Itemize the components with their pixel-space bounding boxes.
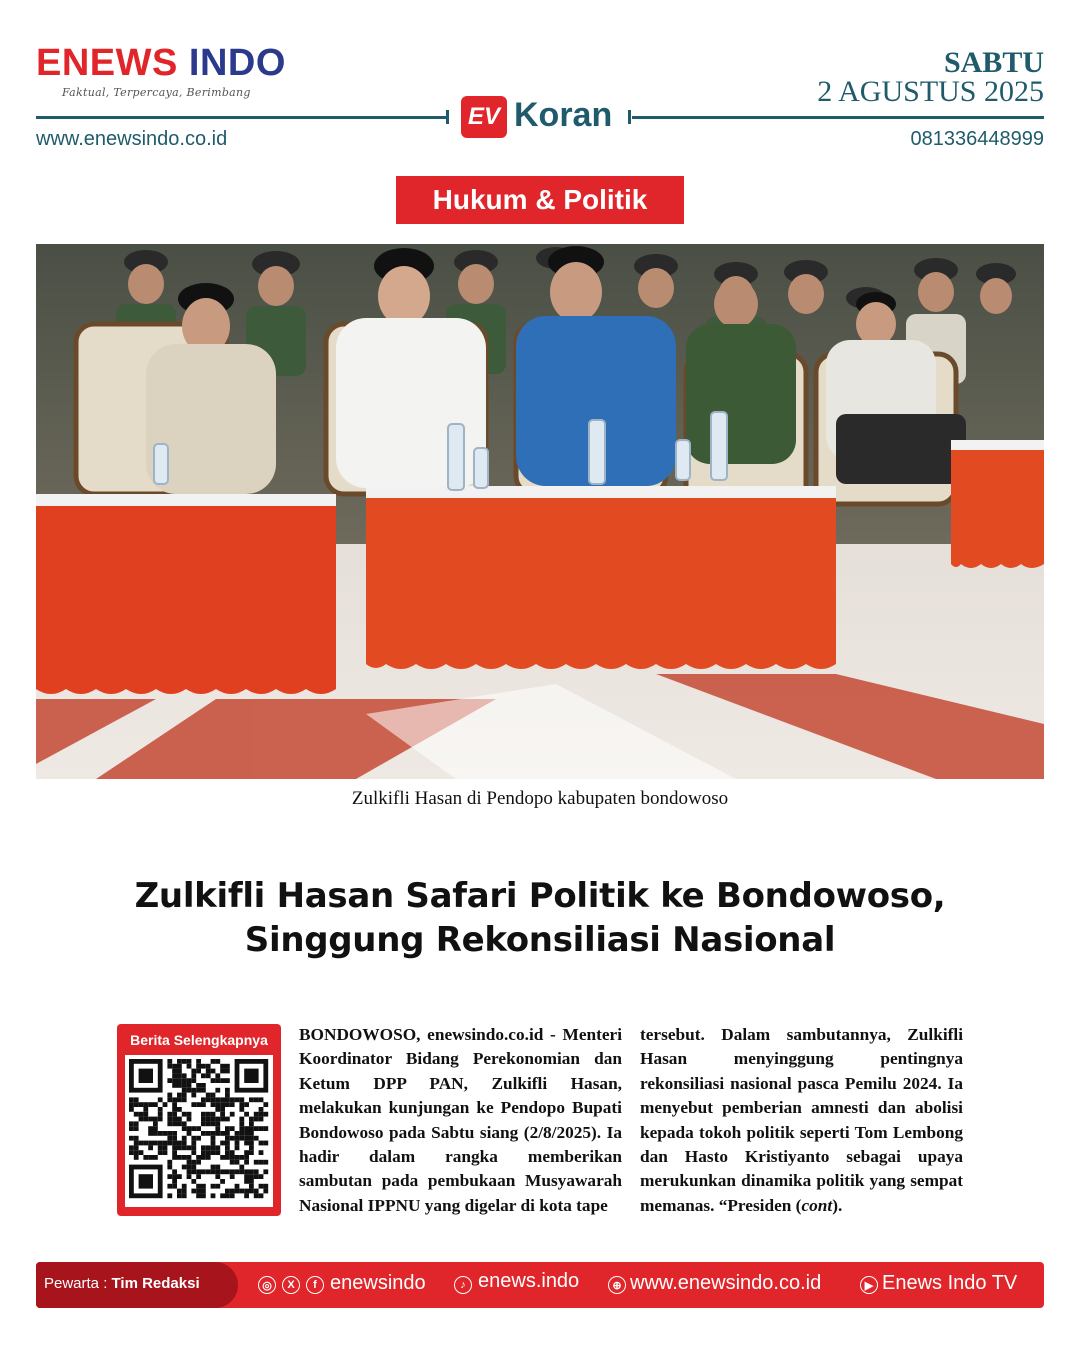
article-column-2-end: ). <box>832 1195 843 1215</box>
footer-reporter <box>44 1275 200 1292</box>
youtube-icon[interactable]: ▶ <box>860 1276 878 1294</box>
brand-name-part1: ENEWS <box>36 42 178 84</box>
footer-tiktok-handle[interactable]: enews.indo <box>478 1270 580 1292</box>
ev-logo-icon: EV <box>461 96 507 138</box>
tiktok-icon[interactable]: ♪ <box>454 1276 472 1294</box>
header-phone: 081336448999 <box>910 128 1044 150</box>
article-photo <box>36 244 1044 779</box>
footer-website-link[interactable]: www.enewsindo.co.id <box>630 1272 822 1294</box>
facebook-icon[interactable]: f <box>306 1276 324 1294</box>
edition-day: SABTU <box>943 46 1044 79</box>
header-divider-tick-right <box>628 110 631 124</box>
reporter-name: Tim Redaksi <box>111 1275 200 1292</box>
qr-title: Berita Selengkapnya <box>130 1032 268 1048</box>
footer-social-handle[interactable]: enewsindo <box>330 1272 426 1294</box>
article-column-2 <box>640 1023 963 1218</box>
article-headline <box>60 874 1020 962</box>
article-column-2-text: tersebut. Dalam sambutannya, Zulkifli Hasan menyinggung pentingnya rekonsiliasi nasional pasca Pemilu 2024. Ia menyebut pemberian amnesti dan abolisi kepada tokoh politik seperti Tom Lembong dan Hasto Kristiyanto sebagai upaya merukunkan dinamika politik yang sempat memanas. “Presiden ( <box>640 1025 963 1215</box>
brand-name-part2: INDO <box>188 42 286 84</box>
header-website-link[interactable]: www.enewsindo.co.id <box>36 128 228 150</box>
header-divider-right <box>632 116 1044 119</box>
globe-icon[interactable]: ⊕ <box>608 1276 626 1294</box>
instagram-icon[interactable]: ◎ <box>258 1276 276 1294</box>
brand-logo <box>36 44 286 82</box>
article-continued-marker: cont <box>801 1195 833 1215</box>
qr-code-icon[interactable] <box>125 1055 273 1207</box>
category-badge: Hukum & Politik <box>396 176 684 224</box>
edition-date: 2 AGUSTUS 2025 <box>817 75 1044 108</box>
headline-line-1: Zulkifli Hasan Safari Politik ke Bondowoso, <box>134 876 946 916</box>
x-icon[interactable]: X <box>282 1276 300 1294</box>
section-title: Koran <box>514 96 613 134</box>
footer-youtube-link[interactable]: Enews Indo TV <box>882 1272 1018 1294</box>
header-divider-tick-left <box>446 110 449 124</box>
qr-code-graphic <box>125 1055 273 1207</box>
reporter-label: Pewarta : <box>44 1275 112 1292</box>
article-column-1: BONDOWOSO, enewsindo.co.id - Menteri Koordinator Bidang Perekonomian dan Ketum DPP PAN, Zulkifli Hasan, melakukan kunjungan ke Pendopo Bupati Bondowoso pada Sabtu siang (2/8/2025). Ia hadir dalam rangka memberikan sambutan pada pembukaan Musyawarah Nasional IPPNU yang digelar di kota tape <box>299 1025 622 1215</box>
photo-scene <box>36 244 1044 779</box>
photo-caption: Zulkifli Hasan di Pendopo kabupaten bondowoso <box>351 788 729 809</box>
headline-line-2: Singgung Rekonsiliasi Nasional <box>244 920 836 960</box>
header-divider-left <box>36 116 446 119</box>
brand-tagline: Faktual, Terpercaya, Berimbang <box>62 86 251 99</box>
